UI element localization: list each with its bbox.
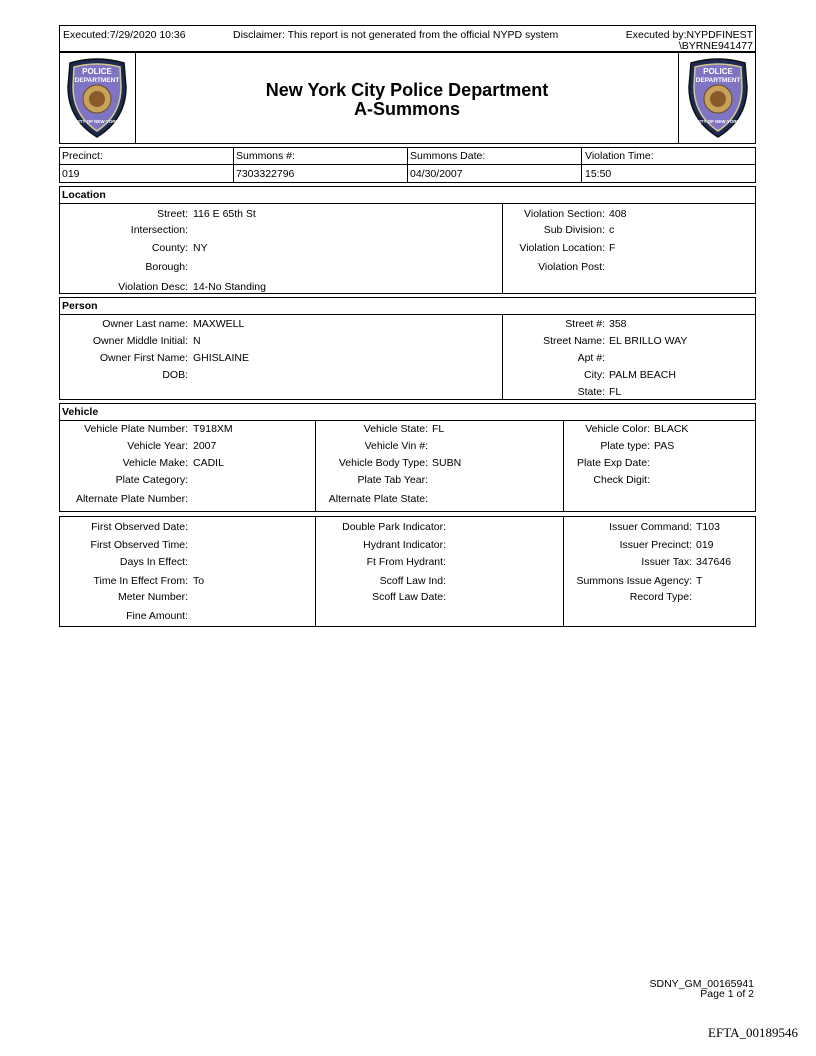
alternate-plate-number-label: Alternate Plate Number: [75,493,188,505]
violation-desc-label: Violation Desc: [118,281,188,293]
divider [502,203,503,294]
dob-label: DOB: [162,369,188,381]
vehicle-state-value: FL [432,423,445,435]
plate-type-value: PAS [654,440,675,452]
vehicle-heading: Vehicle [62,406,99,418]
first-observed-time-label: First Observed Time: [90,539,188,551]
badge-middle-text: DEPARTMENT [74,77,120,84]
intersection-label: Intersection: [130,224,188,236]
nypd-badge-left [62,57,132,139]
precinct-value: 019 [62,168,80,180]
county-value: NY [193,242,208,254]
vehicle-color-value: BLACK [654,423,689,435]
days-in-effect-label: Days In Effect: [119,556,188,568]
owner-last-name-label: Owner Last name: [102,318,188,330]
summons-date-label: Summons Date: [410,150,486,162]
bates-number: SDNY_GM_00165941 [649,978,754,990]
violation-location-label: Violation Location: [519,242,605,254]
vehicle-body-type-value: SUBN [432,457,462,469]
state-label: State: [577,386,605,398]
vehicle-year-label: Vehicle Year: [127,440,188,452]
plate-category-label: Plate Category: [115,474,188,486]
precinct-label: Precinct: [62,150,103,162]
city-label: City: [584,369,605,381]
efta-number: EFTA_00189546 [708,1025,798,1040]
divider [59,420,756,421]
vehicle-body-type-label: Vehicle Body Type: [338,457,428,469]
divider [315,420,316,512]
first-observed-date-label: First Observed Date: [91,521,188,533]
violation-location-value: F [609,242,616,254]
violation-time-value: 15:50 [585,168,612,180]
issuer-command-value: T103 [696,521,720,533]
nypd-badge-right [683,57,753,139]
divider [563,516,564,627]
vehicle-year-value: 2007 [193,440,217,452]
badge-bottom-text: CITY OF NEW YORK [75,119,119,124]
hydrant-indicator-label: Hydrant Indicator: [363,539,446,551]
summons-date-value: 04/30/2007 [410,168,463,180]
time-in-effect-from-value: To [193,575,205,587]
badge-middle-text: DEPARTMENT [695,77,741,84]
vehicle-state-label: Vehicle State: [363,423,428,435]
plate-number-value: T918XM [193,423,233,435]
divider [678,52,679,144]
record-type-label: Record Type: [629,591,692,603]
badge-top-text: POLICE [82,67,112,76]
divider [581,147,582,183]
scoff-law-ind-label: Scoff Law Ind: [379,575,446,587]
divider [135,52,136,144]
borough-label: Borough: [145,261,188,273]
executed-by-line2: \BYRNE941477 [678,40,753,52]
violation-post-label: Violation Post: [538,261,605,273]
scoff-law-date-label: Scoff Law Date: [372,591,446,603]
divider [315,516,316,627]
issuer-precinct-label: Issuer Precinct: [619,539,692,551]
street-value: 116 E 65th St [193,208,256,220]
street-name-label: Street Name: [543,335,605,347]
vehicle-make-value: CADIL [193,457,224,469]
double-park-indicator-label: Double Park Indicator: [342,521,446,533]
plate-tab-year-label: Plate Tab Year: [357,474,428,486]
violation-section-label: Violation Section: [524,208,605,220]
page-subtitle: A-Summons [353,99,460,119]
vehicle-vin-label: Vehicle Vin #: [364,440,428,452]
disclaimer-text: Disclaimer: This report is not generated from the official NYPD system [233,29,559,41]
executed-timestamp: Executed:7/29/2020 10:36 [63,29,186,41]
issuer-precinct-value: 019 [696,539,714,551]
vehicle-make-label: Vehicle Make: [122,457,188,469]
time-in-effect-from-label: Time In Effect From: [93,575,188,587]
apt-label: Apt #: [577,352,605,364]
person-heading: Person [62,300,98,312]
badge-top-text: POLICE [703,67,733,76]
owner-middle-initial-value: N [193,335,201,347]
plate-number-label: Vehicle Plate Number: [84,423,188,435]
plate-exp-date-label: Plate Exp Date: [577,457,650,469]
alternate-plate-state-label: Alternate Plate State: [328,493,428,505]
street-name-value: EL BRILLO WAY [609,335,688,347]
violation-desc-value: 14-No Standing [193,281,266,293]
divider [407,147,408,183]
badge-bottom-text: CITY OF NEW YORK [696,119,740,124]
owner-first-name-label: Owner First Name: [99,352,188,364]
violation-section-value: 408 [609,208,627,220]
page-number: Page 1 of 2 [700,988,754,1000]
page-title: New York City Police Department [265,80,549,100]
sub-division-value: c [609,224,615,236]
divider [59,314,756,315]
meter-number-label: Meter Number: [117,591,188,603]
divider [59,203,756,204]
summons-issue-agency-label: Summons Issue Agency: [576,575,692,587]
street-number-label: Street #: [565,318,605,330]
summons-number-value: 7303322796 [236,168,295,180]
street-label: Street: [157,208,188,220]
plate-type-label: Plate type: [600,440,650,452]
issuer-tax-label: Issuer Tax: [641,556,692,568]
owner-first-name-value: GHISLAINE [193,352,250,364]
issuer-tax-value: 347646 [696,556,732,568]
person-section [59,297,756,400]
check-digit-label: Check Digit: [593,474,650,486]
county-label: County: [151,242,188,254]
divider [502,314,503,400]
street-number-value: 358 [609,318,627,330]
fine-amount-label: Fine Amount: [126,610,188,622]
summons-number-label: Summons #: [236,150,295,162]
state-value: FL [609,386,622,398]
sub-division-label: Sub Division: [543,224,605,236]
ft-from-hydrant-label: Ft From Hydrant: [366,556,446,568]
summons-issue-agency-value: T [696,575,703,587]
violation-time-label: Violation Time: [585,150,654,162]
divider [563,420,564,512]
divider [233,147,234,183]
owner-last-name-value: MAXWELL [193,318,245,330]
issuer-command-label: Issuer Command: [609,521,692,533]
executed-by-line1: Executed by:NYPDFINEST [625,29,753,41]
location-heading: Location [62,189,106,201]
city-value: PALM BEACH [609,369,676,381]
owner-middle-initial-label: Owner Middle Initial: [92,335,188,347]
vehicle-color-label: Vehicle Color: [585,423,650,435]
